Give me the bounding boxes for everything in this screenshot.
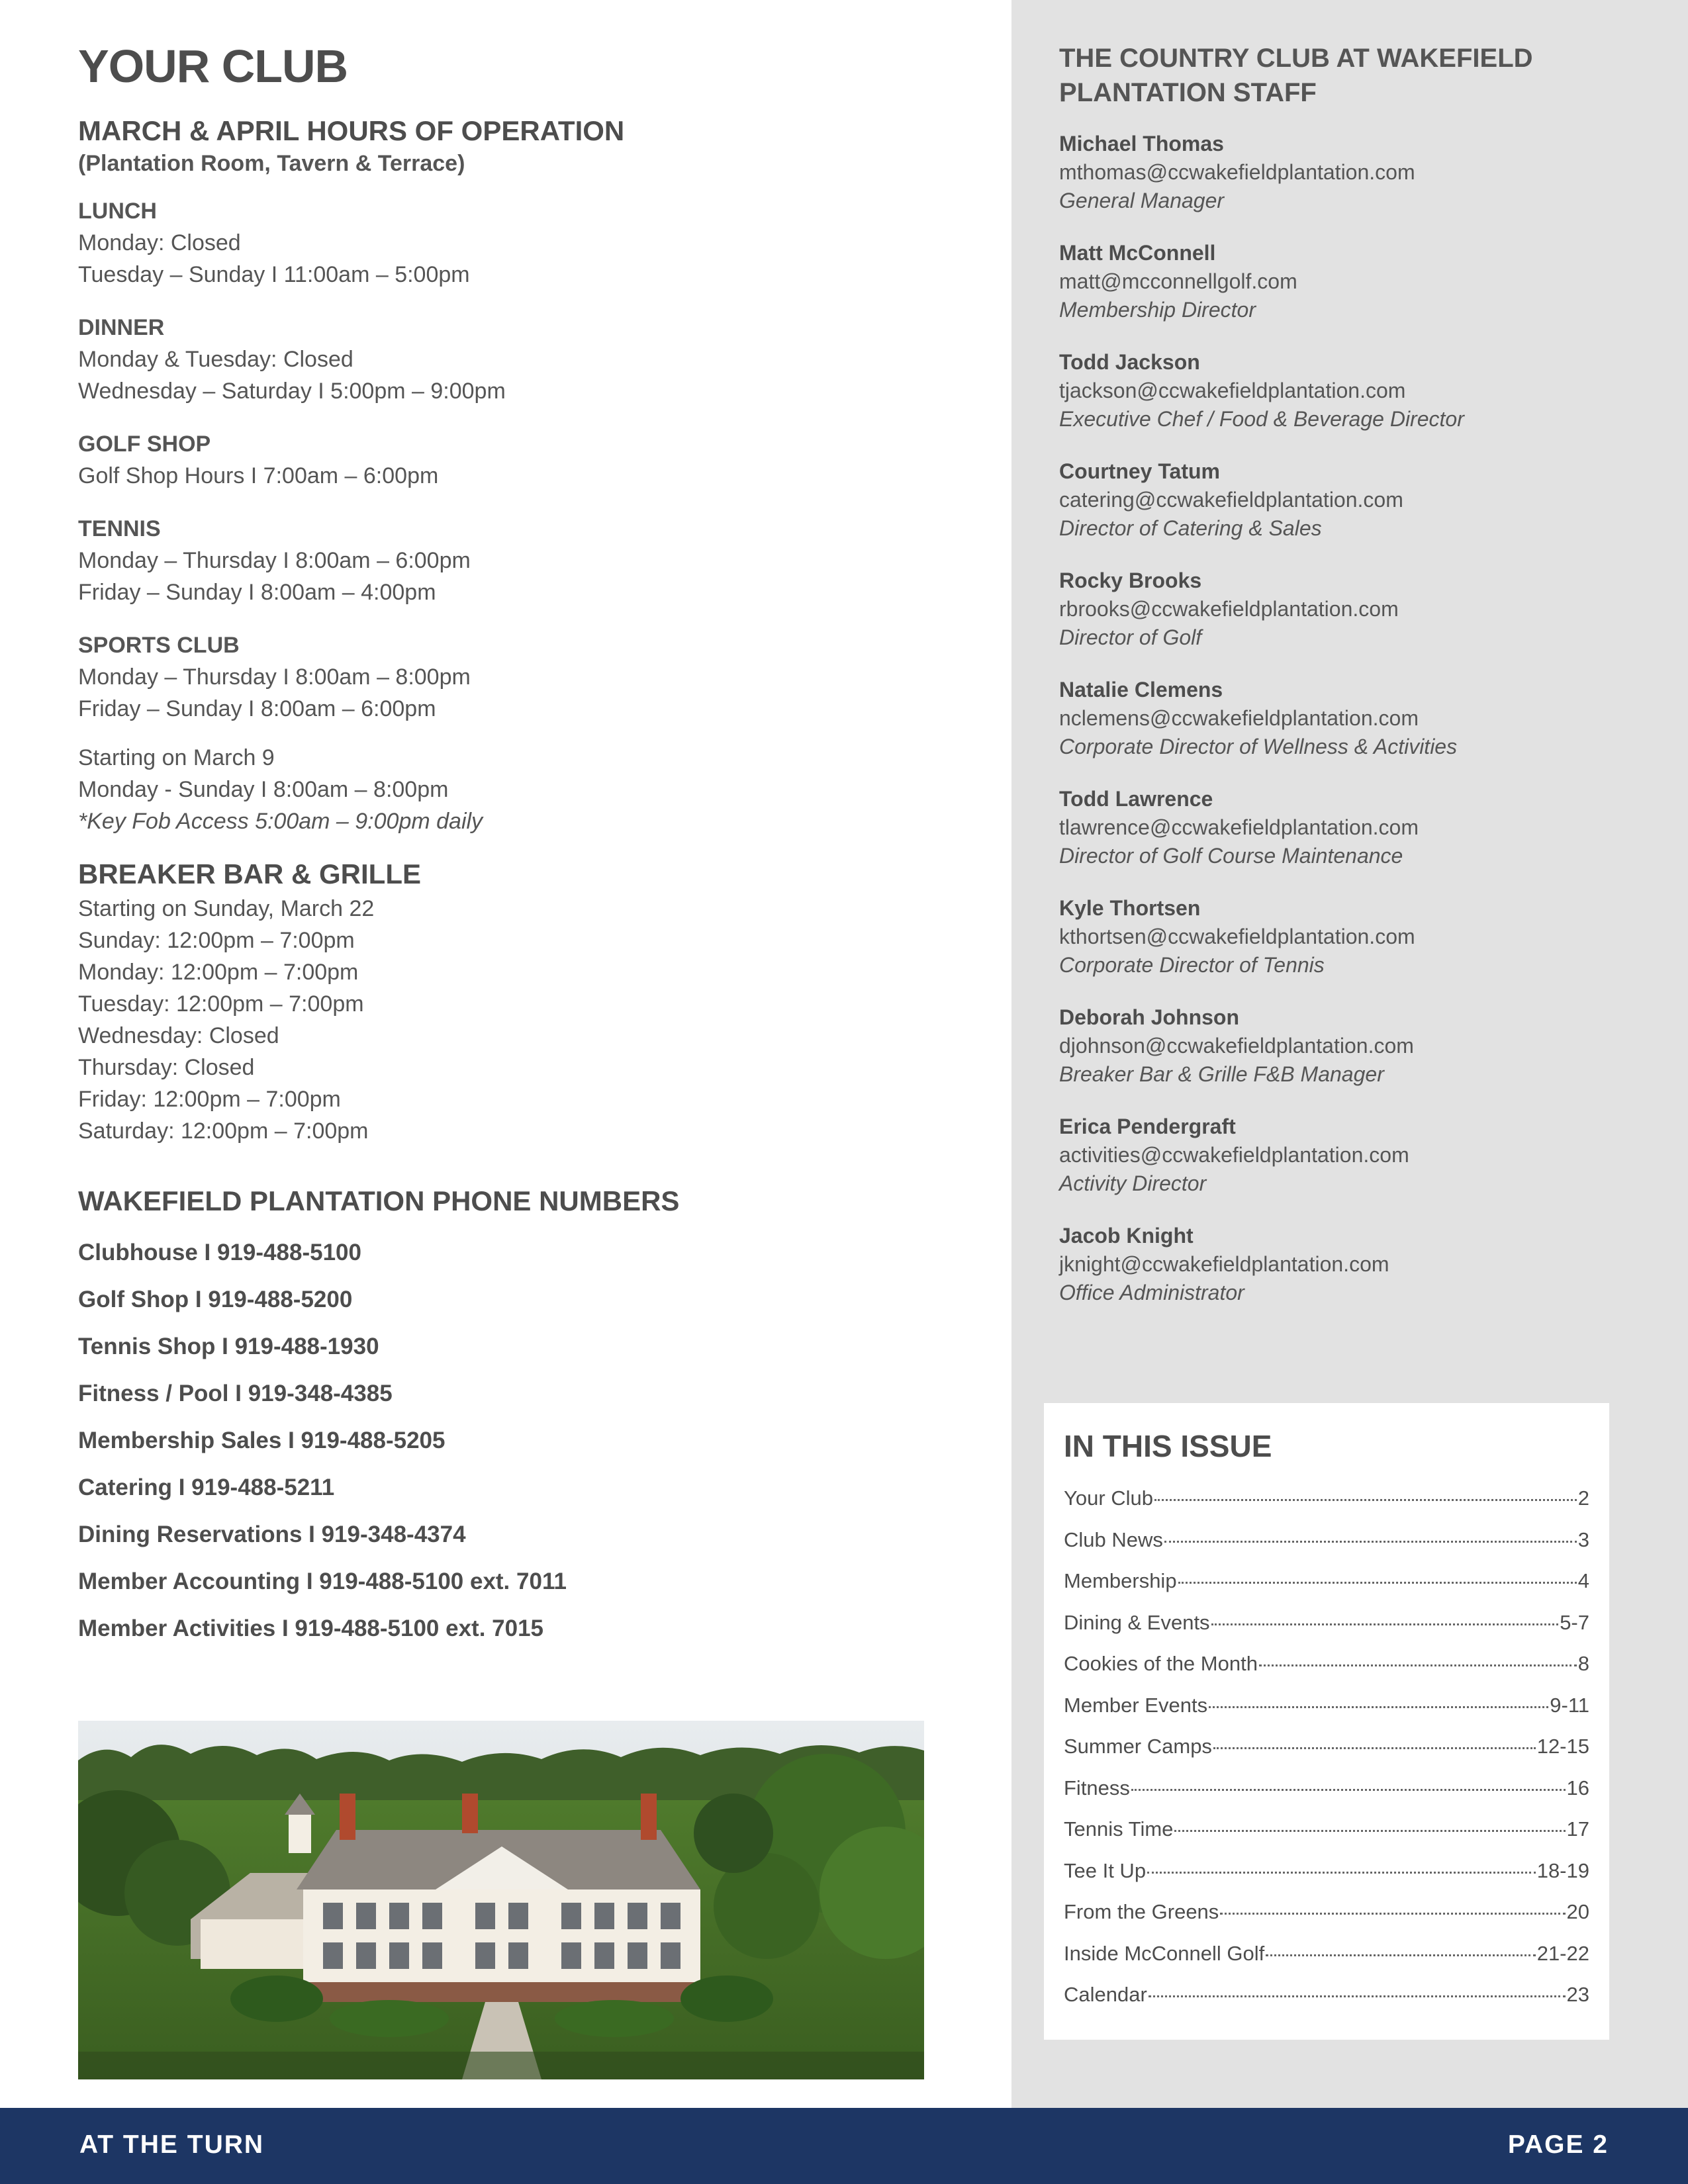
page-title: YOUR CLUB bbox=[78, 40, 348, 92]
toc-dot-leader bbox=[1259, 1664, 1577, 1666]
toc-page: 18-19 bbox=[1536, 1858, 1589, 1882]
footer-bar bbox=[0, 2108, 1688, 2184]
toc-label: Tee It Up bbox=[1064, 1858, 1147, 1882]
toc-page: 23 bbox=[1566, 1983, 1589, 2006]
breaker-bar-title: BREAKER BAR & GRILLE bbox=[78, 858, 422, 889]
staff-column bbox=[1059, 41, 1628, 1331]
toc-page: 20 bbox=[1566, 1900, 1589, 1923]
toc-label: Tennis Time bbox=[1064, 1817, 1174, 1841]
hours-line: Wednesday – Saturday I 5:00pm – 9:00pm bbox=[78, 379, 506, 404]
section-heading: SPORTS CLUB bbox=[78, 633, 240, 658]
hours-line: Monday: Closed bbox=[78, 230, 241, 255]
staff-role: Director of Golf Course Maintenance bbox=[1059, 844, 1403, 868]
toc-label: Club News bbox=[1064, 1527, 1163, 1551]
page-number: PAGE 2 bbox=[1507, 2130, 1609, 2159]
hours-line: Starting on Sunday, March 22 bbox=[78, 896, 375, 921]
toc-label: Member Events bbox=[1064, 1693, 1208, 1717]
staff-entry bbox=[1059, 457, 1628, 543]
staff-name: Jacob Knight bbox=[1059, 1224, 1194, 1248]
toc-dot-leader bbox=[1174, 1830, 1565, 1832]
phone-item: Catering I 919-488-5211 bbox=[78, 1475, 335, 1500]
staff-role: Breaker Bar & Grille F&B Manager bbox=[1059, 1062, 1384, 1086]
hours-section-tennis bbox=[78, 513, 939, 608]
section-heading: DINNER bbox=[78, 315, 165, 340]
hours-line: Friday – Sunday I 8:00am – 6:00pm bbox=[78, 696, 436, 721]
toc-dot-leader bbox=[1213, 1747, 1536, 1749]
toc-page: 9-11 bbox=[1550, 1693, 1589, 1717]
hours-line: Saturday: 12:00pm – 7:00pm bbox=[78, 1118, 369, 1144]
staff-entry bbox=[1059, 894, 1628, 979]
publication-name: AT THE TURN bbox=[79, 2130, 265, 2159]
hours-line: Thursday: Closed bbox=[78, 1055, 255, 1080]
section-heading: LUNCH bbox=[78, 199, 157, 224]
toc-label: Dining & Events bbox=[1064, 1610, 1210, 1634]
staff-role: Activity Director bbox=[1059, 1171, 1207, 1195]
section-heading: TENNIS bbox=[78, 516, 161, 541]
hours-line: Tuesday – Sunday I 11:00am – 5:00pm bbox=[78, 262, 470, 287]
spacer bbox=[78, 725, 939, 742]
staff-email[interactable]: mthomas@ccwakefieldplantation.com bbox=[1059, 160, 1415, 184]
staff-name: Rocky Brooks bbox=[1059, 569, 1202, 592]
phone-numbers-title: WAKEFIELD PLANTATION PHONE NUMBERS bbox=[78, 1185, 680, 1216]
issue-title: IN THIS ISSUE bbox=[1064, 1429, 1272, 1463]
breaker-bar-hours bbox=[78, 893, 939, 1147]
toc-dot-leader bbox=[1220, 1913, 1565, 1915]
toc-dot-leader bbox=[1209, 1706, 1548, 1708]
toc-label: Calendar bbox=[1064, 1983, 1147, 2006]
hours-line: Friday – Sunday I 8:00am – 4:00pm bbox=[78, 580, 436, 605]
toc-label: Inside McConnell Golf bbox=[1064, 1941, 1265, 1965]
hours-subtitle: (Plantation Room, Tavern & Terrace) bbox=[78, 151, 465, 176]
hours-line: Monday & Tuesday: Closed bbox=[78, 347, 353, 372]
phone-list bbox=[78, 1229, 939, 1652]
staff-entry bbox=[1059, 1003, 1628, 1089]
phone-item: Tennis Shop I 919-488-1930 bbox=[78, 1334, 379, 1359]
staff-email[interactable]: kthortsen@ccwakefieldplantation.com bbox=[1059, 925, 1415, 948]
toc-label: Cookies of the Month bbox=[1064, 1652, 1258, 1675]
staff-role: Director of Catering & Sales bbox=[1059, 516, 1322, 540]
hours-line: Monday – Thursday I 8:00am – 8:00pm bbox=[78, 664, 471, 690]
toc-page: 16 bbox=[1566, 1776, 1589, 1799]
staff-entry bbox=[1059, 1113, 1628, 1198]
staff-entry bbox=[1059, 785, 1628, 870]
staff-name: Matt McConnell bbox=[1059, 241, 1216, 265]
toc-dot-leader bbox=[1149, 1995, 1566, 1997]
staff-role: Corporate Director of Tennis bbox=[1059, 953, 1325, 977]
staff-entry bbox=[1059, 567, 1628, 652]
hours-title: MARCH & APRIL HOURS OF OPERATION bbox=[78, 115, 625, 146]
staff-name: Courtney Tatum bbox=[1059, 459, 1220, 483]
toc-dot-leader bbox=[1154, 1499, 1577, 1501]
in-this-issue-box bbox=[1044, 1403, 1609, 2040]
hours-line: Monday – Thursday I 8:00am – 6:00pm bbox=[78, 548, 471, 573]
toc-page: 12-15 bbox=[1536, 1735, 1589, 1758]
staff-title: THE COUNTRY CLUB AT WAKEFIELD PLANTATION STAFF bbox=[1059, 44, 1533, 107]
phone-item: Golf Shop I 919-488-5200 bbox=[78, 1287, 353, 1312]
toc-page: 4 bbox=[1577, 1569, 1589, 1592]
toc-entry[interactable] bbox=[1064, 1486, 1589, 1528]
hours-line: Wednesday: Closed bbox=[78, 1023, 279, 1048]
toc-entry[interactable] bbox=[1064, 1859, 1589, 1901]
clubhouse-photo bbox=[78, 1721, 924, 2079]
staff-email[interactable]: jknight@ccwakefieldplantation.com bbox=[1059, 1252, 1389, 1276]
toc-dot-leader bbox=[1147, 1872, 1536, 1874]
toc-entry[interactable] bbox=[1064, 1735, 1589, 1776]
staff-email[interactable]: matt@mcconnellgolf.com bbox=[1059, 269, 1297, 293]
staff-email[interactable]: rbrooks@ccwakefieldplantation.com bbox=[1059, 597, 1399, 621]
toc-page: 8 bbox=[1577, 1652, 1589, 1675]
toc-label: Summer Camps bbox=[1064, 1735, 1212, 1758]
toc-dot-leader bbox=[1211, 1623, 1559, 1625]
toc-entry[interactable] bbox=[1064, 1694, 1589, 1735]
staff-entry bbox=[1059, 239, 1628, 324]
staff-email[interactable]: catering@ccwakefieldplantation.com bbox=[1059, 488, 1403, 512]
hours-section-golf-shop bbox=[78, 428, 939, 492]
toc-entry[interactable] bbox=[1064, 1817, 1589, 1859]
toc-page: 17 bbox=[1566, 1817, 1589, 1841]
staff-role: Office Administrator bbox=[1059, 1281, 1244, 1304]
phone-item: Member Activities I 919-488-5100 ext. 7015 bbox=[78, 1615, 544, 1641]
toc-entry[interactable] bbox=[1064, 1900, 1589, 1942]
staff-role: Corporate Director of Wellness & Activities bbox=[1059, 735, 1458, 758]
hours-line: Golf Shop Hours I 7:00am – 6:00pm bbox=[78, 463, 439, 488]
staff-email[interactable]: tjackson@ccwakefieldplantation.com bbox=[1059, 379, 1406, 402]
club-info-column bbox=[78, 40, 939, 1652]
toc-page: 3 bbox=[1577, 1527, 1589, 1551]
hours-line: Starting on March 9 bbox=[78, 745, 275, 770]
hours-section-sports-club bbox=[78, 629, 939, 837]
section-heading: GOLF SHOP bbox=[78, 432, 211, 457]
staff-name: Erica Pendergraft bbox=[1059, 1115, 1236, 1138]
hours-line: Monday - Sunday I 8:00am – 8:00pm bbox=[78, 777, 449, 802]
toc-dot-leader bbox=[1164, 1541, 1577, 1543]
toc-entry[interactable] bbox=[1064, 1652, 1589, 1694]
toc-page: 5-7 bbox=[1560, 1610, 1589, 1634]
staff-entry bbox=[1059, 676, 1628, 761]
toc-page: 21-22 bbox=[1536, 1941, 1589, 1965]
toc-label: Membership bbox=[1064, 1569, 1177, 1592]
phone-item: Clubhouse I 919-488-5100 bbox=[78, 1240, 361, 1265]
staff-email[interactable]: tlawrence@ccwakefieldplantation.com bbox=[1059, 815, 1419, 839]
staff-name: Michael Thomas bbox=[1059, 132, 1224, 156]
toc-entry[interactable] bbox=[1064, 1776, 1589, 1818]
toc-entry[interactable] bbox=[1064, 1942, 1589, 1983]
staff-name: Kyle Thortsen bbox=[1059, 896, 1201, 920]
hours-section-dinner bbox=[78, 312, 939, 407]
toc-dot-leader bbox=[1266, 1954, 1535, 1956]
hours-line: Friday: 12:00pm – 7:00pm bbox=[78, 1087, 341, 1112]
toc-entry[interactable] bbox=[1064, 1569, 1589, 1611]
staff-role: Director of Golf bbox=[1059, 625, 1202, 649]
toc-entry[interactable] bbox=[1064, 1983, 1589, 2025]
phone-item: Member Accounting I 919-488-5100 ext. 7011 bbox=[78, 1569, 567, 1594]
toc-entry[interactable] bbox=[1064, 1611, 1589, 1653]
staff-name: Natalie Clemens bbox=[1059, 678, 1223, 702]
staff-role: Executive Chef / Food & Beverage Director bbox=[1059, 407, 1464, 431]
toc-label: Fitness bbox=[1064, 1776, 1130, 1799]
staff-email[interactable]: djohnson@ccwakefieldplantation.com bbox=[1059, 1034, 1414, 1058]
toc-label: From the Greens bbox=[1064, 1900, 1219, 1923]
toc-dot-leader bbox=[1131, 1789, 1566, 1791]
staff-entry bbox=[1059, 130, 1628, 215]
phone-item: Dining Reservations I 919-348-4374 bbox=[78, 1522, 466, 1547]
phone-item: Membership Sales I 919-488-5205 bbox=[78, 1428, 445, 1453]
staff-email[interactable]: nclemens@ccwakefieldplantation.com bbox=[1059, 706, 1419, 730]
hours-line: Monday: 12:00pm – 7:00pm bbox=[78, 960, 359, 985]
phone-item: Fitness / Pool I 919-348-4385 bbox=[78, 1381, 393, 1406]
toc-page: 2 bbox=[1577, 1486, 1589, 1510]
toc-label: Your Club bbox=[1064, 1486, 1154, 1510]
hours-section-lunch bbox=[78, 195, 939, 291]
staff-entry bbox=[1059, 348, 1628, 433]
staff-name: Deborah Johnson bbox=[1059, 1005, 1240, 1029]
staff-name: Todd Lawrence bbox=[1059, 787, 1213, 811]
key-fob-note: *Key Fob Access 5:00am – 9:00pm daily bbox=[78, 809, 483, 834]
hours-line: Tuesday: 12:00pm – 7:00pm bbox=[78, 991, 364, 1017]
staff-entry bbox=[1059, 1222, 1628, 1307]
toc-entry[interactable] bbox=[1064, 1528, 1589, 1570]
staff-role: General Manager bbox=[1059, 189, 1225, 212]
staff-role: Membership Director bbox=[1059, 298, 1256, 322]
staff-name: Todd Jackson bbox=[1059, 350, 1200, 374]
staff-email[interactable]: activities@ccwakefieldplantation.com bbox=[1059, 1143, 1409, 1167]
toc-dot-leader bbox=[1178, 1582, 1577, 1584]
hours-line: Sunday: 12:00pm – 7:00pm bbox=[78, 928, 355, 953]
